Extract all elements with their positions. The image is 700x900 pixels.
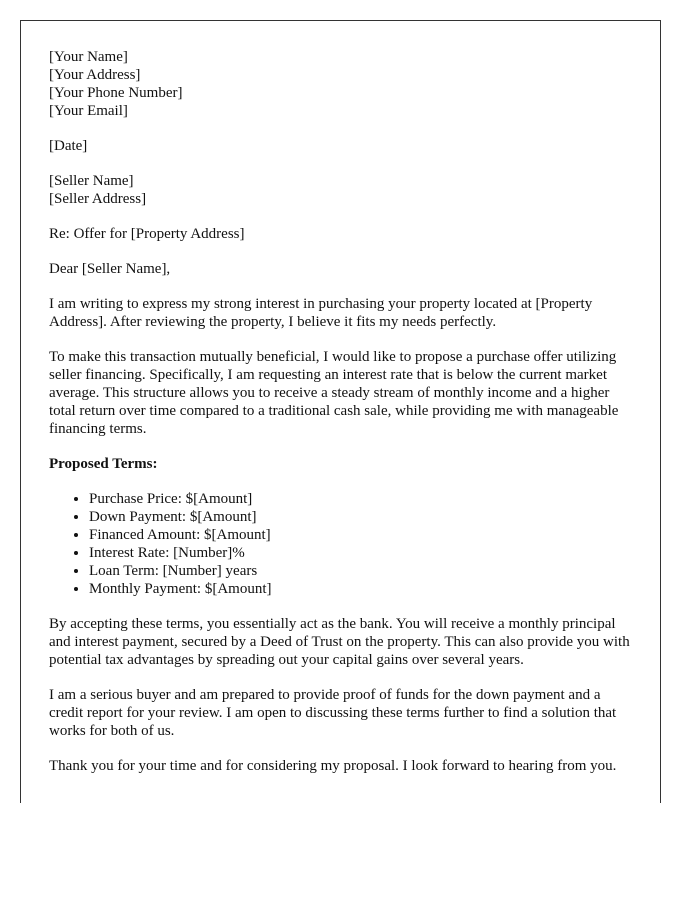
term-interest-rate: • Interest Rate: [Number]% [89,544,632,562]
letter-date: [Date] [49,138,88,154]
sender-email: [Your Email] [49,103,128,119]
term-monthly-payment: • Monthly Payment: $[Amount] [89,580,632,598]
buyer-paragraph: I am a serious buyer and am prepared to provide proof of funds for the down payment and a credit report for your review. I am open to discussing these terms further to find a solution that works for both of us. [49,687,617,739]
bank-paragraph: By accepting these terms, you essentially act as the bank. You will receive a monthly principal and interest payment, secured by a Deed of Trust on the property. This can also provide you with potential tax advantages by spreading out your capital gains over several years. [49,616,630,668]
thanks-paragraph: Thank you for your time and for considering my proposal. I look forward to hearing from you. [49,758,617,774]
sender-phone: [Your Phone Number] [49,85,183,101]
recipient-name: [Seller Name] [49,173,134,189]
intro-paragraph: I am writing to express my strong interest in purchasing your property located at [Property Address]. After reviewing the property, I believe it fits my needs perfectly. [49,296,593,330]
letter-page [20,20,661,803]
sender-address: [Your Address] [49,67,141,83]
subject-line: Re: Offer for [Property Address] [49,226,245,242]
sender-block [49,48,632,120]
salutation: Dear [Seller Name], [49,261,171,277]
terms-list [49,490,632,598]
term-loan-term: • Loan Term: [Number] years [89,562,632,580]
recipient-block [49,172,632,208]
term-purchase-price: • Purchase Price: $[Amount] [89,490,632,508]
recipient-address: [Seller Address] [49,191,147,207]
proposal-paragraph: To make this transaction mutually beneficial, I would like to propose a purchase offer utilizing seller financing. Specifically, I am requesting an interest rate that is below the current market average. This structure allows you to receive a steady stream of monthly income and a higher total return over time compared to a traditional cash sale, while providing me with manageable financing terms. [49,349,619,437]
terms-heading: Proposed Terms: [49,456,158,472]
sender-name: [Your Name] [49,49,128,65]
term-financed-amount: • Financed Amount: $[Amount] [89,526,632,544]
term-down-payment: • Down Payment: $[Amount] [89,508,632,526]
